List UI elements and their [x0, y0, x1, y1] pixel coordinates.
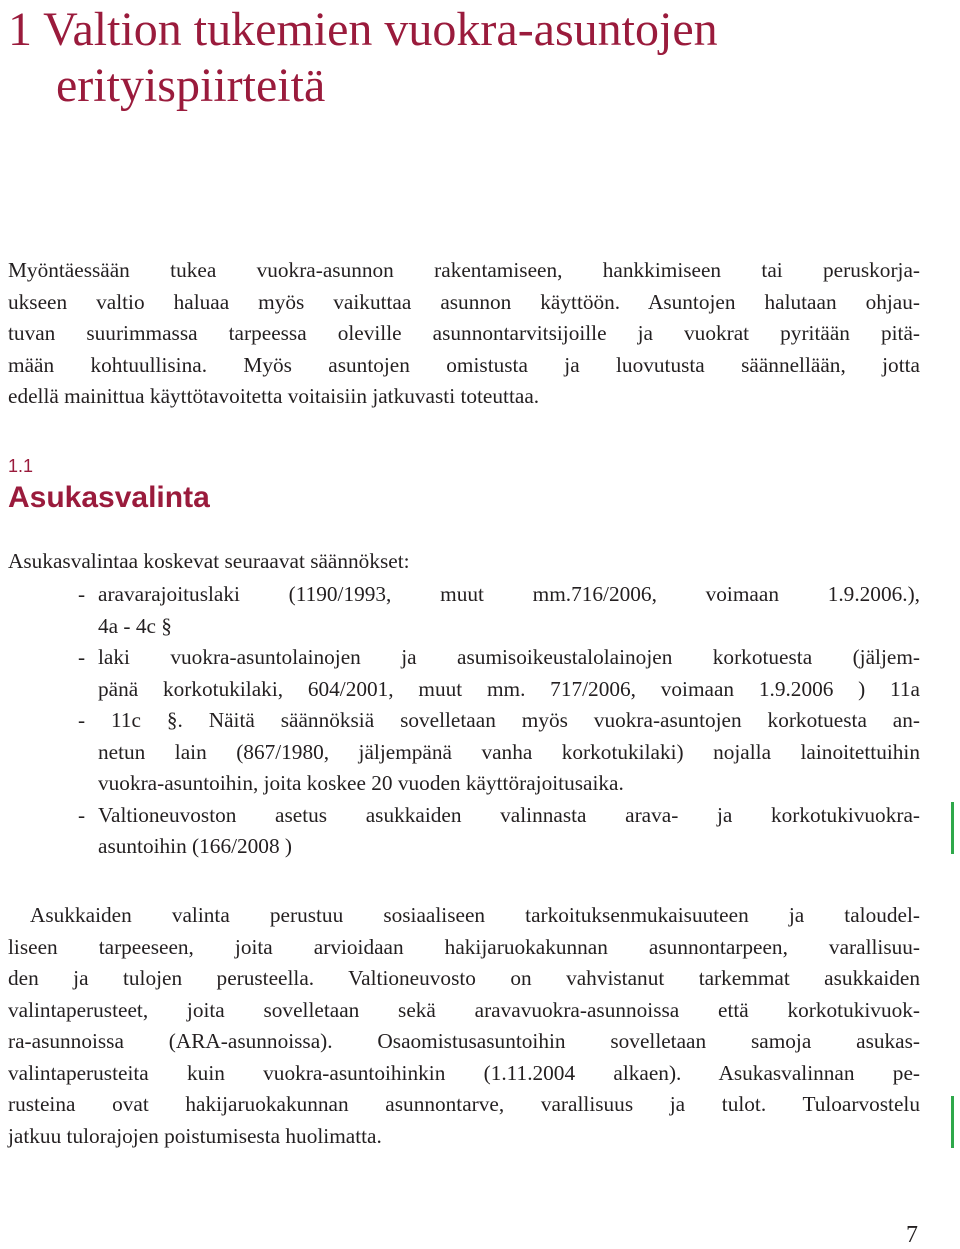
- section-title: Asukasvalinta: [8, 481, 210, 514]
- rule-line: 4a - 4c §: [98, 613, 172, 638]
- page-number: 7: [906, 1222, 918, 1248]
- section-number: 1.1: [8, 456, 34, 476]
- list-dash: -: [78, 582, 86, 606]
- change-bar: [951, 1096, 954, 1148]
- intro-paragraph: [8, 255, 920, 413]
- intro-line: tuvan suurimmassa tarpeessa oleville asunnontarvitsijoille ja vuokrat pyritään pitä-: [8, 321, 920, 345]
- selection-line: jatkuu tulorajojen poistumisesta huolimatta.: [8, 1123, 382, 1148]
- rule-line: netun lain (867/1980, jäljempänä vanha korkotukilaki) nojalla lainoitettuihin: [98, 739, 920, 764]
- rule-line: Valtioneuvoston asetus asukkaiden valinnasta arava- ja korkotukivuokra-: [98, 802, 920, 827]
- selection-line: liseen tarpeeseen, joita arvioidaan hakijaruokakunnan asunnontarpeen, varallisuu-: [8, 934, 920, 959]
- rule-line: - 11c §. Näitä säännöksiä sovelletaan myös vuokra-asuntojen korkotuesta an-: [78, 708, 920, 732]
- rules-intro: Asukasvalintaa koskevat seuraavat säännökset:: [8, 549, 410, 573]
- selection-line: valintaperusteita kuin vuokra-asuntoihinkin (1.11.2004 alkaen). Asukasvalinnan pe-: [8, 1060, 920, 1085]
- selection-line: ra-asunnoissa (ARA-asunnoissa). Osaomistusasuntoihin sovelletaan samoja asukas-: [8, 1029, 920, 1053]
- rule-item: [78, 579, 920, 642]
- rule-line: vuokra-asuntoihin, joita koskee 20 vuoden käyttörajoitusaika.: [98, 771, 624, 795]
- rule-item: [78, 642, 920, 800]
- rule-line: pänä korkotukilaki, 604/2001, muut mm. 717/2006, voimaan 1.9.2006 ) 11a: [98, 676, 920, 701]
- selection-line: valintaperusteet, joita sovelletaan sekä aravavuokra-asunnoissa että korkotukivuok-: [8, 997, 920, 1022]
- list-dash: -: [78, 645, 86, 669]
- rule-line: aravarajoituslaki (1190/1993, muut mm.716/2006, voimaan 1.9.2006.),: [98, 582, 920, 606]
- chapter-title-line-2: erityispiirteitä: [56, 59, 326, 112]
- rule-line: laki vuokra-asuntolainojen ja asumisoikeustalolainojen korkotuesta (jäljem-: [98, 645, 920, 669]
- rules-list: [78, 579, 920, 863]
- rule-line: asuntoihin (166/2008 ): [98, 834, 293, 858]
- selection-line: rusteina ovat hakijaruokakunnan asunnontarve, varallisuus ja tulot. Tuloarvostelu: [8, 1092, 920, 1116]
- selection-line: den ja tulojen perusteella. Valtioneuvosto on vahvistanut tarkemmat asukkaiden: [8, 966, 920, 990]
- chapter-title-line-1: 1 Valtion tukemien vuokra-asuntojen: [8, 3, 718, 56]
- chapter-title: [8, 2, 948, 114]
- intro-line: Myöntäessään tukea vuokra-asunnon rakentamiseen, hankkimiseen tai peruskorja-: [8, 258, 920, 282]
- selection-paragraph: [8, 900, 920, 1152]
- rule-item: [78, 800, 920, 863]
- intro-line: ukseen valtio haluaa myös vaikuttaa asunnon käyttöön. Asuntojen halutaan ohjau-: [8, 289, 920, 314]
- list-dash: -: [78, 802, 86, 827]
- intro-line: edellä mainittua käyttötavoitetta voitaisiin jatkuvasti toteuttaa.: [8, 384, 540, 408]
- selection-line: Asukkaiden valinta perustuu sosiaaliseen tarkoituksenmukaisuuteen ja taloudel-: [30, 903, 920, 927]
- intro-line: mään kohtuullisina. Myös asuntojen omistusta ja luovutusta säännellään, jotta: [8, 352, 920, 377]
- change-bar: [951, 802, 954, 854]
